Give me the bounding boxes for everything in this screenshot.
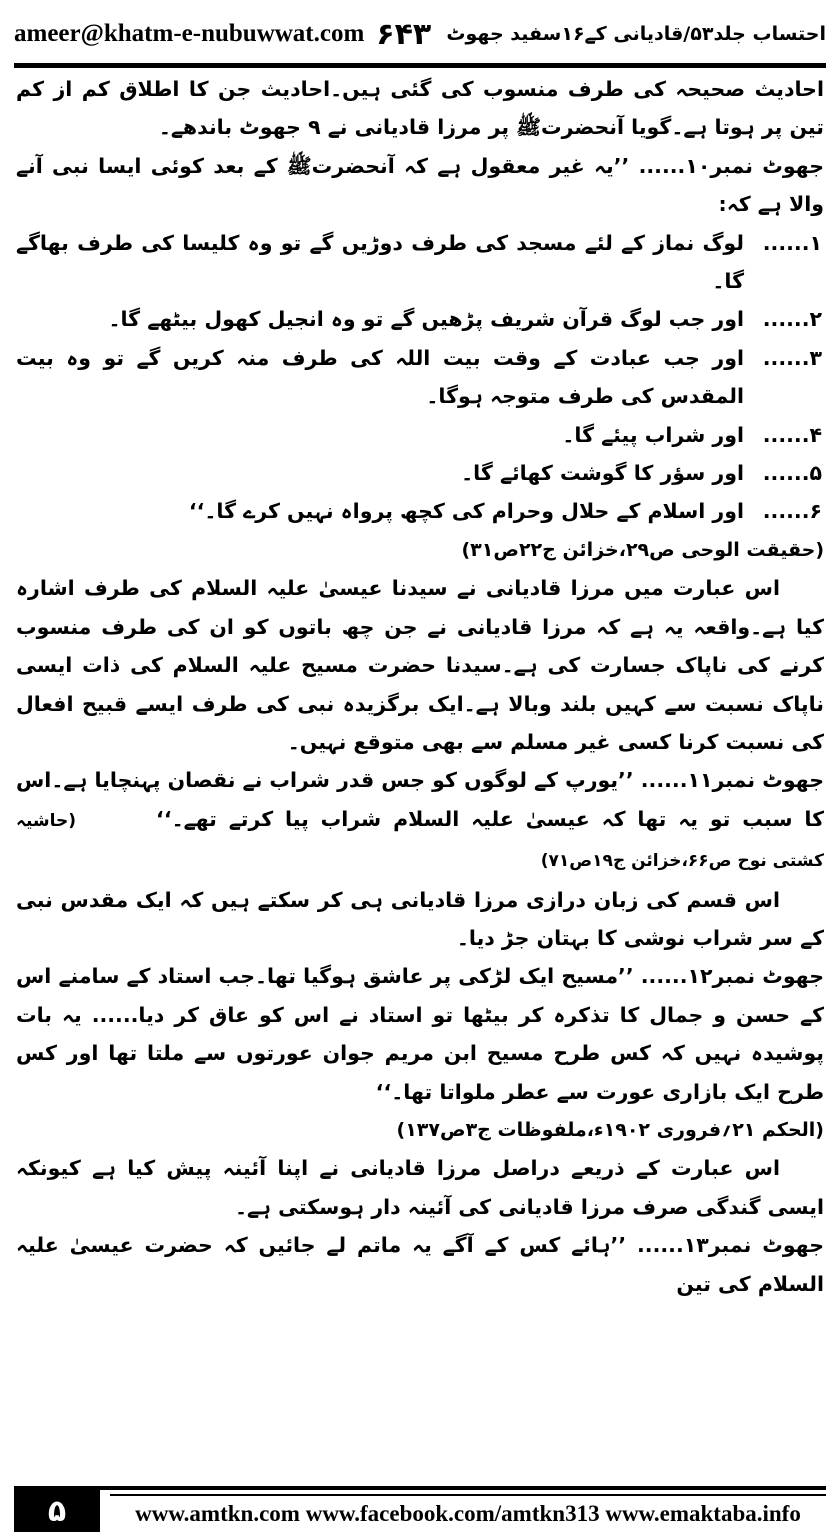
running-title: احتساب جلد۵۳/قادیانی کے۱۶سفید جھوٹ xyxy=(446,23,826,45)
page-footer xyxy=(14,1486,826,1532)
list-number: ۳...... xyxy=(762,345,822,370)
page-body xyxy=(16,70,824,1446)
lie-heading-13: جھوٹ نمبر۱۳...... ’’ہائے کس کے آگے یہ ماتم لے جائیں کہ حضرت عیسیٰ علیہ السلام کی تین xyxy=(16,1233,824,1296)
list-text: اور جب عبادت کے وقت بیت اللہ کی طرف منہ کریں گے تو وہ بیت المقدس کی طرف متوجہ ہوگا۔ xyxy=(16,345,744,409)
header-left xyxy=(14,17,431,52)
list-text: لوگ نماز کے لئے مسجد کی طرف دوڑیں گے تو وہ کلیسا کی طرف بھاگے گا۔ xyxy=(16,230,744,294)
paragraph: اس قسم کی زبان درازی مرزا قادیانی ہی کر سکتے ہیں کہ ایک مقدس نبی کے سر شراب نوشی کا بہتان جڑ دیا۔ xyxy=(16,887,824,950)
list-item xyxy=(16,454,824,492)
list-item xyxy=(16,492,824,530)
list-item xyxy=(16,339,824,416)
page-header xyxy=(14,6,826,62)
lie-heading-10: جھوٹ نمبر۱۰...... ’’یہ غیر معقول ہے کہ آنحضرتﷺ کے بعد کوئی ایسا نبی آنے والا ہے کہ: xyxy=(16,153,824,217)
reference: (حقیقت الوحی ص۲۹،خزائن ج۲۲ص۳۱) xyxy=(461,538,824,561)
reference: (حاشیہ کشتی نوح ص۶۶،خزائن ج۱۹ص۷۱) xyxy=(16,810,824,872)
list-text: اور اسلام کے حلال وحرام کی کچھ پرواہ نہیں کرے گا۔‘‘ xyxy=(188,499,744,524)
page-number: ۶۴۳ xyxy=(376,16,432,52)
paragraph: اس عبارت میں مرزا قادیانی نے سیدنا عیسیٰ علیہ السلام کی طرف اشارہ کیا ہے۔واقعہ یہ ہے کہ مرزا قادیانی نے جن چھ باتوں کو ان کی طرف منسوب کرنے کی ناپاک جسارت کی ہے۔سیدنا حضرت مسیح علیہ السلام کی ذات ایسی ناپاک نسبت سے کہیں بلند وبالا ہے۔ایک برگزیدہ نبی کی طرف ایسے قبیح افعال کی نسبت کرنا کسی غیر مسلم سے بھی متوقع نہیں۔ xyxy=(16,576,824,754)
list-number: ۲...... xyxy=(762,307,822,332)
list-item xyxy=(16,224,824,301)
paragraph: احادیث صحیحہ کی طرف منسوب کی گئی ہیں۔احادیث جن کا اطلاق کم از کم تین پر ہوتا ہے۔گویا آنحضرتﷺ پر مرزا قادیانی نے ۹ جھوٹ باندھے۔ xyxy=(16,77,824,140)
reference: (الحکم ۲۱؍فروری ۱۹۰۲ء،ملفوظات ج۳ص۱۳۷) xyxy=(396,1118,824,1141)
list-number: ۱...... xyxy=(762,230,822,255)
list-number: ۴...... xyxy=(762,422,822,447)
list-text: اور سؤر کا گوشت کھائے گا۔ xyxy=(461,461,744,486)
lie-heading-11 xyxy=(16,761,824,880)
list-text: اور شراب پیئے گا۔ xyxy=(562,422,744,447)
list-text: اور جب لوگ قرآن شریف پڑھیں گے تو وہ انجیل کھول بیٹھے گا۔ xyxy=(108,307,744,332)
lie-text: جھوٹ نمبر۱۱...... ’’یورپ کے لوگوں کو جس قدر شراب نے نقصان پہنچایا ہے۔اس کا سبب تو یہ تھا کہ عیسیٰ علیہ السلام شراب پیا کرتے تھے۔‘‘ xyxy=(16,768,824,831)
footer-rule xyxy=(14,1486,826,1490)
header-rule xyxy=(14,63,826,68)
footer-links: www.amtkn.com www.facebook.com/amtkn313 www.emaktaba.info xyxy=(135,1501,801,1526)
list-item xyxy=(16,416,824,454)
list-number: ۶...... xyxy=(762,499,822,524)
lie-heading-12: جھوٹ نمبر۱۲...... ’’مسیح ایک لڑکی پر عاشق ہوگیا تھا۔جب استاد کے سامنے اس کے حسن و جمال کا تذکرہ کر بیٹھا تو استاد نے اس کو عاق کر دیا...... یہ بات پوشیدہ نہیں کہ کس طرح مسیح ابن مریم جوان عورتوں سے ملتا تھا اور کس طرح ایک بازاری عورت سے عطر ملواتا تھا۔‘‘ xyxy=(16,964,824,1104)
list-item xyxy=(16,300,824,338)
list-number: ۵...... xyxy=(762,461,822,486)
header-email: ameer@khatm-e-nubuwwat.com xyxy=(14,20,365,47)
footer-page-number: ۵ xyxy=(14,1490,100,1532)
paragraph: اس عبارت کے ذریعے دراصل مرزا قادیانی نے اپنا آئینہ پیش کیا ہے کیونکہ ایسی گندگی صرف مرزا قادیانی کی آئینہ دار ہوسکتی ہے۔ xyxy=(16,1156,824,1219)
